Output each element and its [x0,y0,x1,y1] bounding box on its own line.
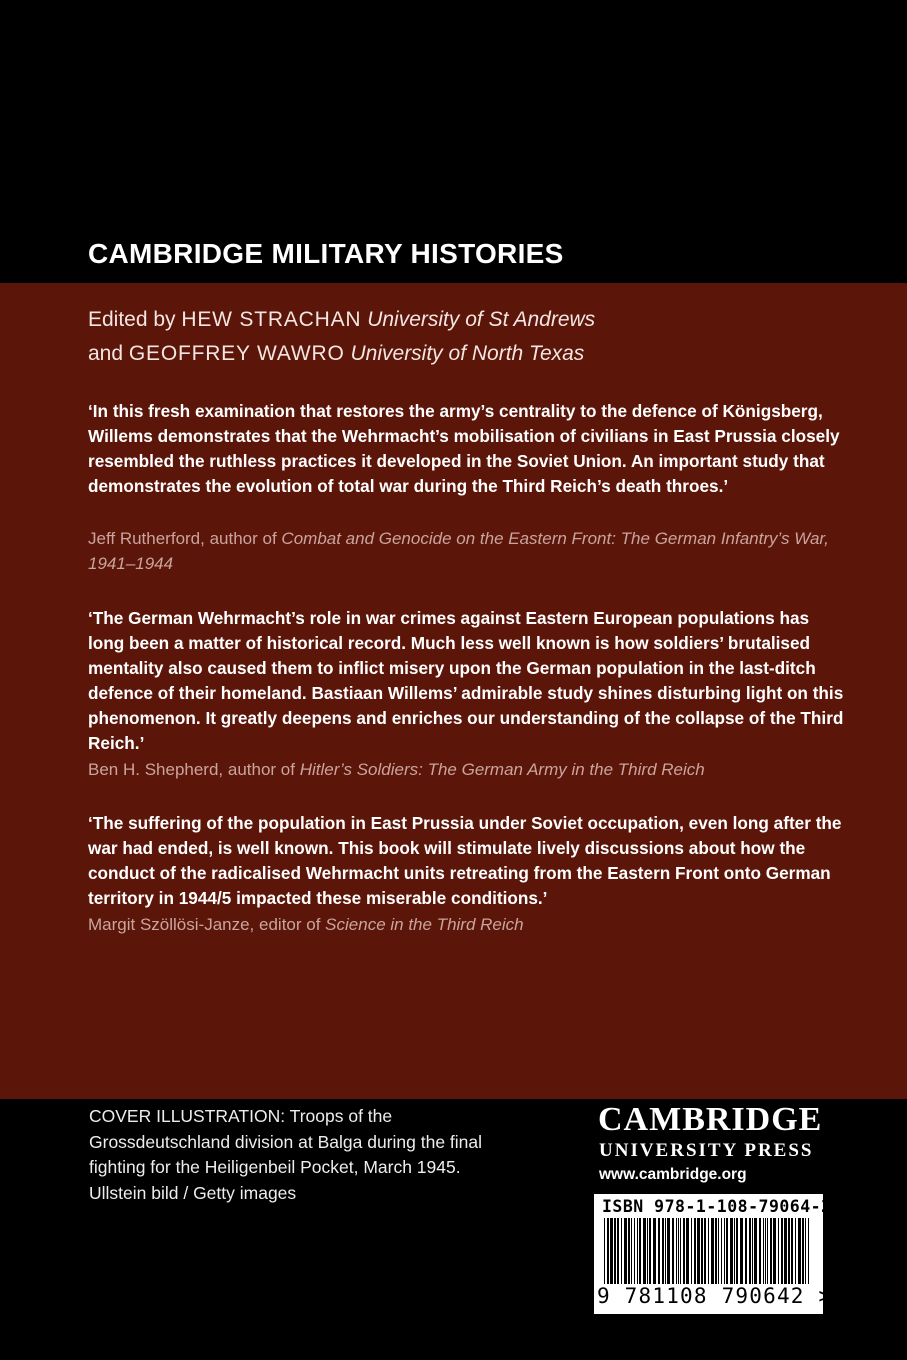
editor-institution: University of North Texas [350,342,585,365]
attribution-author: Ben H. Shepherd, author of [88,760,295,779]
barcode-bar [639,1218,641,1284]
barcode-bar [778,1218,779,1284]
barcode-bar [788,1218,790,1284]
barcode-bar [624,1218,627,1284]
barcode-bar [730,1218,733,1284]
editors-block [88,303,595,371]
barcode-bar [736,1218,738,1284]
series-title: CAMBRIDGE MILITARY HISTORIES [88,238,564,269]
attribution-work: Combat and Genocide on the Eastern Front: The German Infantry’s War, 1941–1944 [88,529,829,573]
barcode-bar [643,1218,646,1284]
barcode-bar [680,1218,681,1284]
barcode-bar [691,1218,692,1284]
attribution-work: Science in the Third Reich [325,915,524,934]
barcode-bar [759,1218,761,1284]
publisher-logo-subname: UNIVERSITY PRESS [599,1140,814,1161]
barcode-bar [704,1218,706,1284]
attribution-work: Hitler’s Soldiers: The German Army in the Third Reich [299,760,705,779]
publisher-url: www.cambridge.org [599,1166,747,1183]
barcode-bar [621,1218,622,1284]
editor-prefix: and [88,342,124,365]
barcode-bar [708,1218,709,1284]
barcode-bar [628,1218,630,1284]
barcode-bar [749,1218,751,1284]
barcode-bar [665,1218,666,1284]
barcode-bar [653,1218,656,1284]
barcode-bar [658,1218,660,1284]
barcode-bar [715,1218,717,1284]
barcode-bar [763,1218,764,1284]
barcode-bar [781,1218,783,1284]
barcode-bar [649,1218,651,1284]
editor-line-1 [88,303,595,337]
barcode-bar [678,1218,679,1284]
barcode-bar [718,1218,719,1284]
barcode-bar [683,1218,685,1284]
blurb-attribution-3 [88,912,848,937]
cover-illustration-text: Troops of the Grossdeutschland division at Balga during the final fighting for the Heiligenbeil Pocket, March 1945. [89,1106,483,1177]
barcode-bar [637,1218,638,1284]
barcode-bar [754,1218,757,1284]
barcode-digits: 9 781108 790642 > [597,1284,833,1308]
barcode-bar [808,1218,809,1284]
cover-illustration-credit [89,1104,509,1206]
barcode-bar [610,1218,613,1284]
barcode-bar [752,1218,753,1284]
barcode-bar [697,1218,700,1284]
attribution-author: Margit Szöllösi-Janze, editor of [88,915,321,934]
barcode-bar [791,1218,793,1284]
editor-name: GEOFFREY WAWRO [128,342,345,365]
barcode-bar [734,1218,735,1284]
barcode-bar [667,1218,670,1284]
barcode-bar [721,1218,722,1284]
barcode-bar [795,1218,796,1284]
attribution-author: Jeff Rutherford, author of [88,529,277,548]
barcode-bar [604,1218,605,1284]
editor-line-2 [88,337,595,371]
barcode-bar [765,1218,766,1284]
barcode-bar [773,1218,776,1284]
barcode-bar [694,1218,696,1284]
cover-illustration-photo-credit: Ullstein bild / Getty images [89,1182,297,1203]
isbn-barcode [594,1194,833,1314]
barcode-bar [607,1218,609,1284]
barcode-bar [767,1218,768,1284]
blurb-attribution-2 [88,757,848,782]
barcode-bar [617,1218,619,1284]
cover-illustration-label: COVER ILLUSTRATION: [89,1106,286,1126]
editor-name: HEW STRACHAN [181,308,362,331]
isbn-label: ISBN 978-1-108-79064-2 [602,1197,832,1216]
barcode-bar [676,1218,677,1284]
barcode-bar [745,1218,747,1284]
barcode-bar [724,1218,725,1284]
blurb-quote-3: ‘The suffering of the population in East Prussia under Soviet occupation, even long after the war had ended, is well known. This book will stimulate lively discussions about how the conduct of the radicalised Wehrmacht units retreating from the Eastern Front onto German territory in 1944/5 impacted these miserable conditions.’ [88,813,842,908]
editor-prefix: Edited by [88,308,176,331]
barcode-bar [784,1218,787,1284]
barcode-bar [740,1218,743,1284]
barcode-bar [802,1218,804,1284]
barcode-bar [798,1218,801,1284]
barcode-bar [631,1218,632,1284]
barcode-bar [614,1218,616,1284]
barcode-bar [686,1218,689,1284]
blurb-quote-2: ‘The German Wehrmacht’s role in war crimes against Eastern European populations has long been a matter of historical record. Much less well known is how soldiers’ brutalised mentality also caused them to inflict misery upon the German population in the last-ditch defence of their homeland. Bastiaan Willems’ admirable study shines disturbing light on this phenomenon. It greatly deepens and enriches our understanding of the collapse of the Third Reich.’ [88,608,844,753]
barcode-bar [647,1218,648,1284]
blurb-attribution-1 [88,526,848,576]
publisher-logo-name: CAMBRIDGE [598,1101,823,1138]
barcode-bar [711,1218,714,1284]
barcode-bar [634,1218,635,1284]
barcode-bars [602,1218,814,1284]
barcode-bar [662,1218,664,1284]
barcode-bar [701,1218,703,1284]
barcode-bar [726,1218,728,1284]
blurb-quote-1: ‘In this fresh examination that restores the army’s centrality to the defence of Königsberg, Willems demonstrates that the Wehrmacht’s mobilisation of civilians in East Prussia closely resembled the ruthless practices it developed in the Soviet Union. An important study that demonstrates the evolution of total war during the Third Reich’s death throes.’ [88,401,840,496]
barcode-bar [770,1218,772,1284]
barcode-bar [805,1218,806,1284]
barcode-bar [672,1218,674,1284]
editor-institution: University of St Andrews [367,308,596,331]
